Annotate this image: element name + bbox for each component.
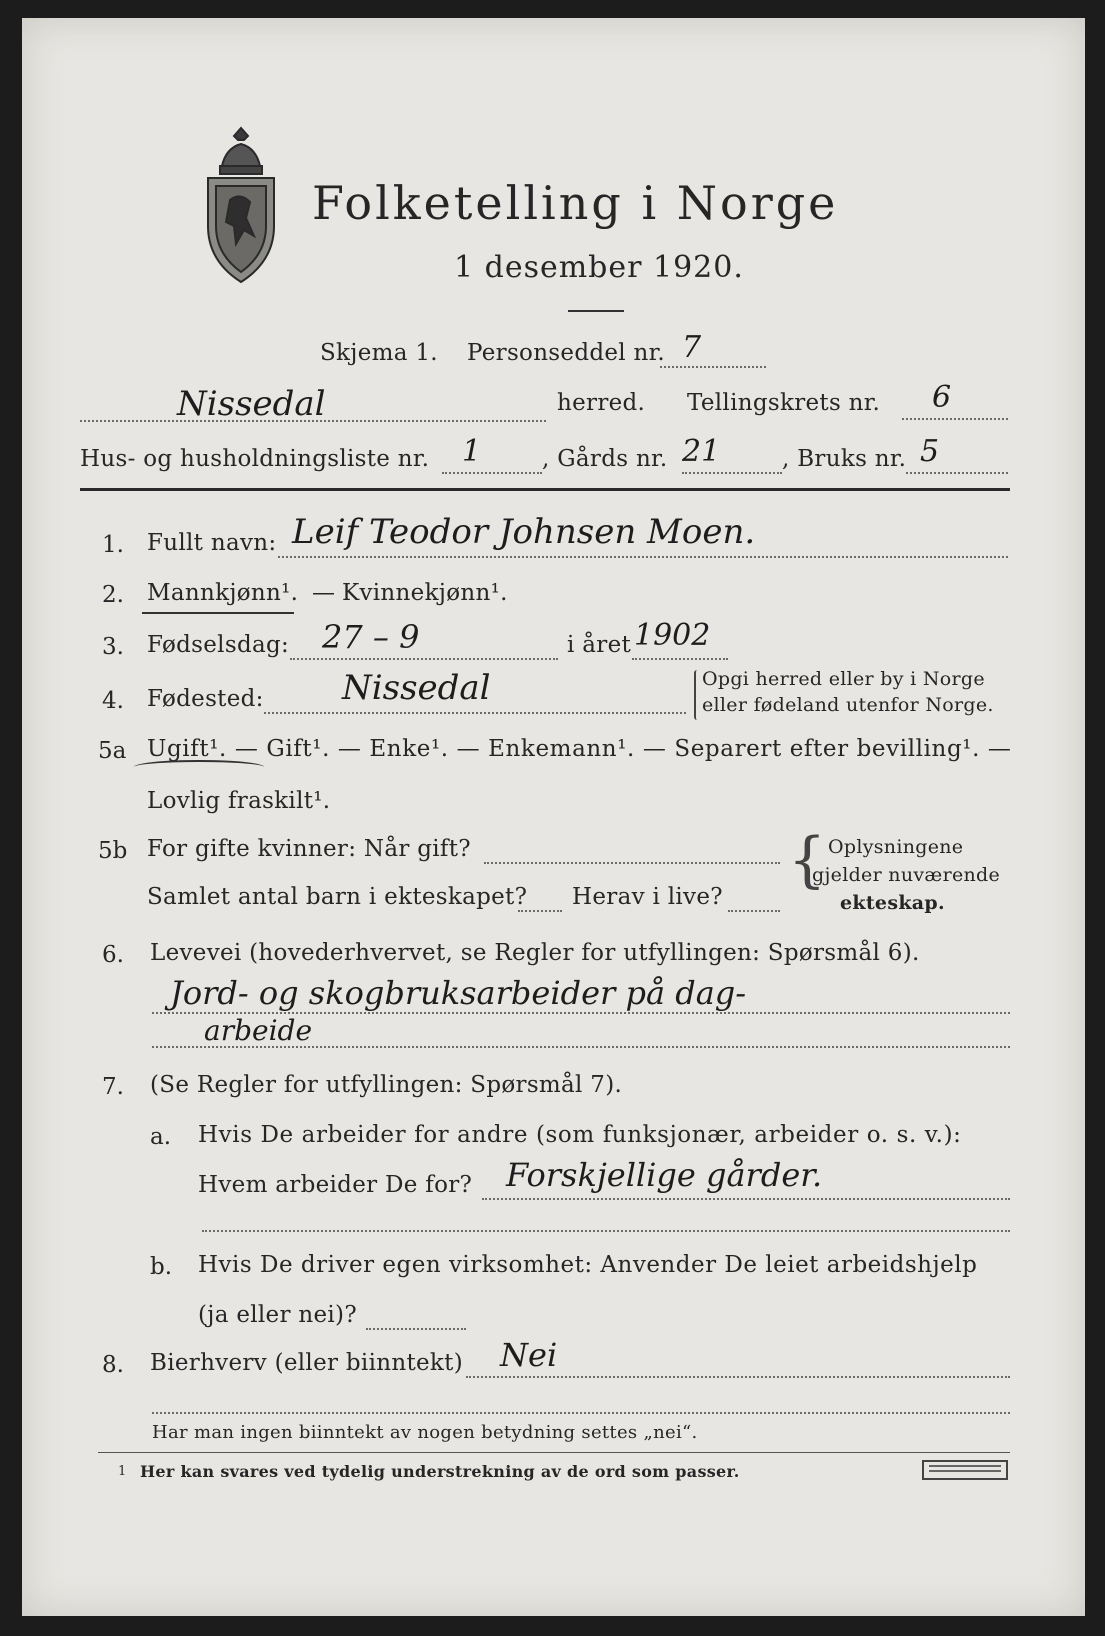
bruks-line [906, 472, 1008, 474]
census-date: 1 desember 1920. [454, 250, 744, 285]
q6-number: 6. [102, 942, 124, 968]
q5b-married-when-line [484, 862, 780, 864]
husliste-value: 1 [462, 434, 482, 469]
q6-label: Levevei (hovederhvervet, se Regler for utfyllingen: Spørsmål 6). [150, 940, 920, 966]
gards-label: , Gårds nr. [542, 446, 668, 472]
q2-number: 2. [102, 582, 124, 608]
q5a-ugift-underline [134, 760, 264, 774]
tellingskrets-line [902, 418, 1008, 420]
q7b-yes-no-label: (ja eller nei)? [198, 1302, 357, 1328]
q8-number: 8. [102, 1352, 124, 1378]
q7a-letter: a. [150, 1124, 172, 1150]
q5b-alive-line [728, 910, 780, 912]
footnote-text: Her kan svares ved tydelig understrekning av de ord som passer. [140, 1462, 740, 1481]
q6-value-line1: Jord- og skogbruksarbeider på dag- [170, 974, 747, 1012]
q7a-employer-line [482, 1198, 1010, 1200]
q7-number: 7. [102, 1074, 124, 1100]
tellingskrets-value: 6 [932, 380, 952, 415]
q7a-employer-value: Forskjellige gårder. [506, 1156, 823, 1194]
q3-label: Fødselsdag: [147, 632, 290, 658]
q5b-married-when-label: For gifte kvinner: Når gift? [147, 836, 471, 862]
q2-male-underline [142, 612, 294, 614]
skjema-label: Skjema 1. [320, 340, 438, 366]
footnote-divider [98, 1452, 1010, 1453]
q3-year-value: 1902 [634, 618, 711, 653]
q5a-marital-options: Ugift¹. — Gift¹. — Enke¹. — Enkemann¹. — Separert efter bevilling¹. — [147, 736, 1012, 762]
herred-value: Nissedal [177, 384, 326, 424]
q5b-note-line2: gjelder nuværende [812, 864, 1001, 886]
norwegian-coat-of-arms-icon [196, 126, 286, 286]
q2-separator: — [312, 580, 336, 606]
q4-note-line2: eller fødeland utenfor Norge. [702, 694, 994, 716]
gards-value: 21 [682, 434, 721, 469]
header-divider [80, 488, 1010, 491]
q2-female-option: Kvinnekjønn¹. [342, 580, 508, 606]
footnote-mark: 1 [118, 1464, 127, 1479]
q5b-children-label: Samlet antal barn i ekteskapet? [147, 884, 528, 910]
personseddel-label: Personseddel nr. [467, 340, 666, 366]
q1-label: Fullt navn: [147, 530, 277, 556]
q8-line [466, 1376, 1010, 1378]
q3-value: 27 – 9 [322, 618, 420, 656]
bruks-value: 5 [920, 434, 940, 469]
census-form-page [22, 18, 1085, 1616]
personseddel-line [660, 366, 766, 368]
q8-value: Nei [500, 1336, 558, 1374]
printer-stamp-icon [922, 1460, 1008, 1480]
q3-year-line [632, 658, 728, 660]
q7a-extra-line [202, 1230, 1010, 1232]
q7a-employer-label: Hvem arbeider De for? [198, 1172, 473, 1198]
q4-note-line1: Opgi herred eller by i Norge [702, 668, 985, 690]
q7-label: (Se Regler for utfyllingen: Spørsmål 7). [150, 1072, 623, 1098]
form-title: Folketelling i Norge [312, 176, 839, 230]
q8-label: Bierhverv (eller biinntekt) [150, 1350, 463, 1376]
q6-value-line2: arbeide [204, 1014, 313, 1047]
q5b-note-line3: ekteskap. [840, 892, 945, 914]
q5b-note-brace: { [788, 825, 827, 895]
q5b-number: 5b [98, 838, 128, 864]
q4-value: Nissedal [342, 668, 491, 708]
tellingskrets-label: Tellingskrets nr. [687, 390, 881, 416]
gards-line [682, 472, 782, 474]
husliste-line [442, 472, 542, 474]
q1-number: 1. [102, 532, 124, 558]
q3-number: 3. [102, 634, 124, 660]
q4-number: 4. [102, 688, 124, 714]
q4-label: Fødested: [147, 686, 264, 712]
q2-male-option: Mannkjønn¹. [147, 580, 299, 606]
q7a-question: Hvis De arbeider for andre (som funksjonær, arbeider o. s. v.): [198, 1122, 962, 1148]
q5b-alive-label: Herav i live? [572, 884, 723, 910]
title-divider [568, 310, 624, 312]
q5b-note-line1: Oplysningene [828, 836, 964, 858]
personseddel-value: 7 [682, 330, 702, 365]
q4-line [264, 712, 686, 714]
q7b-letter: b. [150, 1254, 173, 1280]
q5b-children-line [518, 910, 562, 912]
q7b-question: Hvis De driver egen virksomhet: Anvender De leiet arbeidshjelp [198, 1252, 978, 1278]
q3-line [290, 658, 558, 660]
husliste-label: Hus- og husholdningsliste nr. [80, 446, 430, 472]
q8-extra-line [152, 1412, 1010, 1414]
herred-label: herred. [557, 390, 646, 416]
bruks-label: , Bruks nr. [782, 446, 907, 472]
biinntekt-note: Har man ingen biinntekt av nogen betydning settes „nei“. [152, 1422, 698, 1443]
q4-note-brace [694, 670, 700, 720]
q5a-number: 5a [98, 738, 127, 764]
q3-year-label: i året [567, 632, 632, 658]
q1-line [278, 556, 1008, 558]
q1-value: Leif Teodor Johnsen Moen. [292, 512, 756, 552]
q7b-yes-no-line [366, 1328, 466, 1330]
q5a-divorced-option: Lovlig fraskilt¹. [147, 788, 331, 814]
